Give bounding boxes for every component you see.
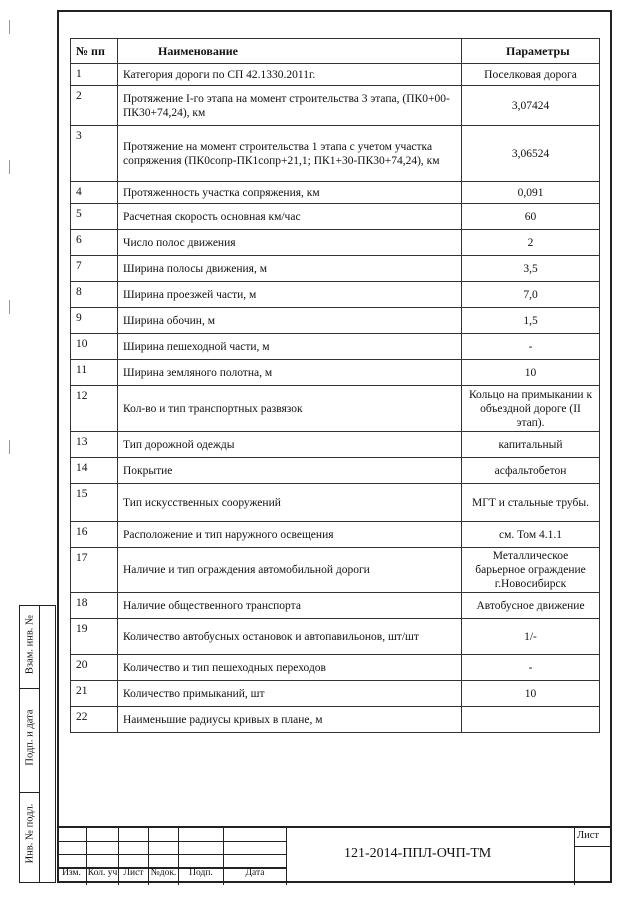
row-value: 3,06524 <box>462 126 600 182</box>
row-value: 0,091 <box>462 182 600 204</box>
row-value: см. Том 4.1.1 <box>462 522 600 548</box>
side-stamp <box>19 605 56 883</box>
document-code: 121-2014-ППЛ-ОЧП-ТМ <box>344 846 492 861</box>
row-number: 19 <box>71 619 118 655</box>
row-name: Протяжение на момент строительства 1 этапа с учетом участка сопряжения (ПК0сопр-ПК1сопр+21,1; ПК1+30-ПК30+74,24), км <box>118 126 462 182</box>
row-value: 1,5 <box>462 308 600 334</box>
table-row <box>71 386 600 432</box>
row-number: 22 <box>71 707 118 733</box>
table-row <box>71 256 600 282</box>
parameters-table <box>70 38 600 733</box>
table-row <box>71 522 600 548</box>
row-value: 3,07424 <box>462 86 600 126</box>
row-name: Тип дорожной одежды <box>118 432 462 458</box>
row-value: - <box>462 334 600 360</box>
row-number: 10 <box>71 334 118 360</box>
row-number: 17 <box>71 548 118 593</box>
table-row <box>71 655 600 681</box>
row-number: 4 <box>71 182 118 204</box>
row-value: - <box>462 655 600 681</box>
row-number: 5 <box>71 204 118 230</box>
row-number: 1 <box>71 64 118 86</box>
row-number: 18 <box>71 593 118 619</box>
row-number: 21 <box>71 681 118 707</box>
tb-col-podp: Подп. <box>179 828 224 885</box>
row-name: Наименьшие радиусы кривых в плане, м <box>118 707 462 733</box>
table-row <box>71 360 600 386</box>
row-name: Число полос движения <box>118 230 462 256</box>
row-value: капитальный <box>462 432 600 458</box>
row-name: Ширина полосы движения, м <box>118 256 462 282</box>
row-name: Наличие общественного транспорта <box>118 593 462 619</box>
row-number: 12 <box>71 386 118 432</box>
row-name: Наличие и тип ограждения автомобильной дороги <box>118 548 462 593</box>
sheet-box <box>574 828 612 885</box>
row-name: Количество и тип пешеходных переходов <box>118 655 462 681</box>
row-number: 2 <box>71 86 118 126</box>
table-row <box>71 230 600 256</box>
table-row <box>71 458 600 484</box>
row-name: Ширина пешеходной части, м <box>118 334 462 360</box>
table-row <box>71 204 600 230</box>
row-value: МГТ и стальные трубы. <box>462 484 600 522</box>
row-name: Ширина обочин, м <box>118 308 462 334</box>
row-value: 3,5 <box>462 256 600 282</box>
tb-col-izm: Изм. <box>57 828 87 885</box>
row-value: асфальтобетон <box>462 458 600 484</box>
binding-mark <box>9 20 10 34</box>
row-value: 1/- <box>462 619 600 655</box>
binding-mark <box>9 160 10 174</box>
table-row <box>71 126 600 182</box>
side-stamp-podp-data: Подп. и дата <box>24 709 36 766</box>
table-row <box>71 593 600 619</box>
row-name: Кол-во и тип транспортных развязок <box>118 386 462 432</box>
title-block <box>57 826 612 883</box>
row-name: Тип искусственных сооружений <box>118 484 462 522</box>
table-row <box>71 619 600 655</box>
row-number: 20 <box>71 655 118 681</box>
row-number: 7 <box>71 256 118 282</box>
table-row <box>71 432 600 458</box>
row-name: Покрытие <box>118 458 462 484</box>
sheet-label: Лист <box>577 830 599 841</box>
row-name: Ширина проезжей части, м <box>118 282 462 308</box>
tb-col-ndok: №док. <box>149 828 179 885</box>
row-value: 60 <box>462 204 600 230</box>
table-header-row <box>71 39 600 64</box>
row-value: 2 <box>462 230 600 256</box>
row-number: 9 <box>71 308 118 334</box>
row-number: 14 <box>71 458 118 484</box>
row-name: Количество примыканий, шт <box>118 681 462 707</box>
table-row <box>71 182 600 204</box>
header-params: Параметры <box>462 39 600 64</box>
table-row <box>71 86 600 126</box>
row-name: Расположение и тип наружного освещения <box>118 522 462 548</box>
binding-mark <box>9 300 10 314</box>
row-value <box>462 707 600 733</box>
table-row <box>71 308 600 334</box>
row-number: 8 <box>71 282 118 308</box>
tb-col-data: Дата <box>224 828 287 885</box>
row-name: Протяжение I-го этапа на момент строительства 3 этапа, (ПК0+00-ПК30+74,24), км <box>118 86 462 126</box>
table-row <box>71 548 600 593</box>
row-number: 15 <box>71 484 118 522</box>
table-row <box>71 64 600 86</box>
tb-col-kol-uch: Кол. уч <box>87 828 119 885</box>
binding-mark <box>9 440 10 454</box>
row-value: 10 <box>462 681 600 707</box>
row-name: Категория дороги по СП 42.1330.2011г. <box>118 64 462 86</box>
row-value: Автобусное движение <box>462 593 600 619</box>
header-num: № пп <box>71 39 118 64</box>
side-stamp-inv-podl: Инв. № подл. <box>24 803 36 864</box>
side-stamp-inv-zam: Взам. инв. № <box>24 614 36 675</box>
row-value: 10 <box>462 360 600 386</box>
header-name: Наименование <box>118 39 462 64</box>
row-name: Ширина земляного полотна, м <box>118 360 462 386</box>
table-row <box>71 282 600 308</box>
row-value: Кольцо на примыкании к объездной дороге (II этап). <box>462 386 600 432</box>
row-number: 11 <box>71 360 118 386</box>
tb-col-list: Лист <box>119 828 149 885</box>
table-row <box>71 334 600 360</box>
table-row <box>71 484 600 522</box>
row-value: 7,0 <box>462 282 600 308</box>
row-value: Поселковая дорога <box>462 64 600 86</box>
row-number: 3 <box>71 126 118 182</box>
row-number: 6 <box>71 230 118 256</box>
row-value: Металлическое барьерное ограждение г.Новосибирск <box>462 548 600 593</box>
row-number: 16 <box>71 522 118 548</box>
table-row <box>71 681 600 707</box>
row-name: Количество автобусных остановок и автопавильонов, шт/шт <box>118 619 462 655</box>
table-row <box>71 707 600 733</box>
row-name: Расчетная скорость основная км/час <box>118 204 462 230</box>
row-number: 13 <box>71 432 118 458</box>
row-name: Протяженность участка сопряжения, км <box>118 182 462 204</box>
